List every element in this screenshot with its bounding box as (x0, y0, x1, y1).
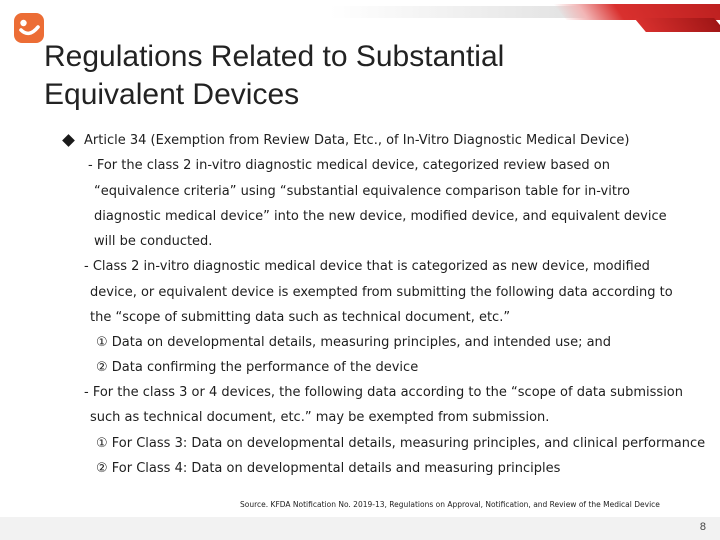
list-item: ② For Class 4: Data on developmental details and measuring principles (96, 461, 561, 476)
body-line: diagnostic medical device” into the new device, modified device, and equivalent device (94, 209, 667, 224)
header-banner-red-accent (634, 18, 720, 32)
list-item: ① Data on developmental details, measuring principles, and intended use; and (96, 335, 612, 350)
footer-bar (0, 517, 720, 540)
body-line: - Class 2 in-vitro diagnostic medical device that is categorized as new device, modified (84, 259, 650, 274)
body-line: device, or equivalent device is exempted from submitting the following data according to (90, 285, 673, 300)
article-heading: Article 34 (Exemption from Review Data, Etc., of In-Vitro Diagnostic Medical Device) (84, 133, 630, 148)
diamond-bullet-icon (62, 134, 75, 147)
page-number: 8 (699, 521, 706, 533)
title-line-1: Regulations Related to Substantial (44, 40, 505, 73)
brand-logo-icon (14, 13, 44, 43)
title-line-2: Equivalent Devices (44, 78, 300, 111)
body-line: “equivalence criteria” using “substantial equivalence comparison table for in-vitro (94, 184, 630, 199)
page-title (44, 38, 604, 114)
body-line: will be conducted. (94, 234, 213, 249)
body-line: - For the class 3 or 4 devices, the following data according to the “scope of data submission (84, 385, 683, 400)
body-line: the “scope of submitting data such as technical document, etc.” (90, 310, 511, 325)
body-line: - For the class 2 in-vitro diagnostic medical device, categorized review based on (88, 158, 610, 173)
list-item: ② Data confirming the performance of the device (96, 360, 419, 375)
source-citation: Source. KFDA Notification No. 2019-13, Regulations on Approval, Notification, and Review of the Medical Device (240, 500, 660, 509)
list-item: ① For Class 3: Data on developmental details, measuring principles, and clinical performance (96, 436, 706, 451)
body-line: such as technical document, etc.” may be exempted from submission. (90, 410, 550, 425)
